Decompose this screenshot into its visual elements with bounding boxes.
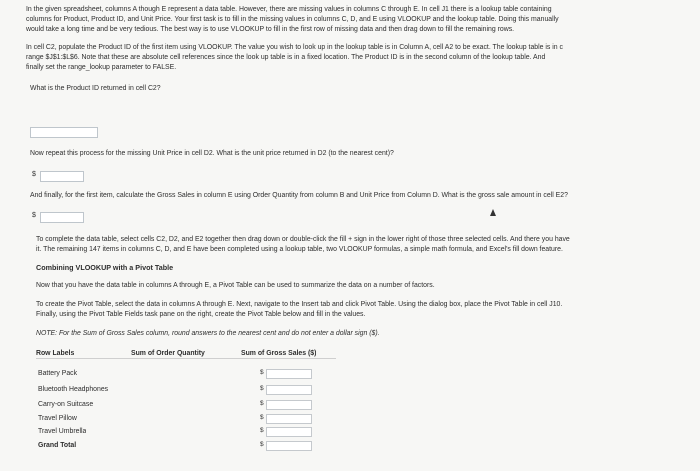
dollar-prefix: $ [260, 427, 264, 434]
answer-d2-input[interactable] [40, 171, 84, 182]
pivot-row-label: Carry-on Suitcase [38, 401, 94, 408]
dollar-prefix: $ [32, 212, 36, 219]
section-text: Now that you have the data table in columns A through E, a Pivot Table can be used to summarize the data on a number of factors. [36, 282, 435, 289]
gross-sales-total-input[interactable] [266, 441, 312, 451]
question-c2-label: What is the Product ID returned in cell C2? [30, 85, 161, 92]
pivot-row-label: Bluetooth Headphones [38, 386, 109, 393]
pivot-instruction: To create the Pivot Table, select the data in columns A through E. Next, navigate to the Insert tab and click Pivot Table. Using the dialog box, place the Pivot Table in cell J10. [36, 301, 563, 308]
section-heading: Combining VLOOKUP with a Pivot Table [36, 263, 174, 272]
gross-sales-input[interactable] [266, 427, 312, 437]
instruction-line: finally set the range_lookup parameter to FALSE. [26, 64, 177, 71]
question-e2-label: And finally, for the first item, calculate the Gross Sales in column E using Order Quantity from column B and Unit Price from Column D. What is the gross sale amount in cell E2? [30, 192, 568, 199]
instruction-line: In cell C2, populate the Product ID of the first item using VLOOKUP. The value you wish to look up in the lookup table is in Column A, cell A2 to be exact. The lookup table is in c [26, 44, 564, 51]
answer-e2-input[interactable] [40, 212, 84, 223]
gross-sales-input[interactable] [266, 369, 312, 379]
dollar-prefix: $ [260, 441, 264, 448]
gross-sales-input[interactable] [266, 400, 312, 410]
dollar-prefix: $ [260, 414, 264, 421]
pivot-row-label: Travel Umbrella [38, 428, 87, 435]
gross-sales-input[interactable] [266, 414, 312, 424]
pivot-row-label: Travel Pillow [38, 415, 77, 422]
pivot-row-label: Battery Pack [38, 370, 78, 377]
intro-line: columns for Product, Product ID, and Unit Price. Your first task is to fill in the missing values in columns C, D, and E using VLOOKUP and the lookup table. Doing this manually [26, 16, 559, 23]
intro-line: In the given spreadsheet, columns A though E represent a data table. However, there are missing values in columns C through E. In cell J1 there is a lookup table containing [26, 6, 552, 13]
pivot-header-gross-sales: Sum of Gross Sales ($) [241, 350, 317, 357]
pivot-header-divider [36, 358, 336, 359]
gross-sales-input[interactable] [266, 385, 312, 395]
mouse-pointer-icon [490, 209, 496, 216]
fill-down-instruction: it. The remaining 147 items in columns C, D, and E have been completed using a lookup table, two VLOOKUP formulas, a simple math formula, and Excel's fill down feature. [36, 246, 563, 253]
question-d2-label: Now repeat this process for the missing Unit Price in cell D2. What is the unit price returned in D2 (to the nearest cent)? [30, 150, 394, 157]
answer-c2-input[interactable] [30, 127, 98, 138]
dollar-prefix: $ [260, 385, 264, 392]
dollar-prefix: $ [260, 400, 264, 407]
pivot-row-label-total: Grand Total [38, 442, 77, 449]
fill-down-instruction: To complete the data table, select cells C2, D2, and E2 together then drag down or double-click the fill + sign in the lower right of those three selected cells. And there you have [36, 236, 570, 243]
instruction-line: range $J$1:$L$6. Note that these are absolute cell references since the look up table is in a fixed location. The Product ID is in the second column of the lookup table. And [26, 54, 546, 61]
rounding-note: NOTE: For the Sum of Gross Sales column, round answers to the nearest cent and do not enter a dollar sign ($). [36, 330, 380, 337]
pivot-header-order-quantity: Sum of Order Quantity [131, 350, 205, 357]
intro-line: would take a long time and be very tedious. The best way is to use VLOOKUP to fill in the first row of missing data and then drag down to fill the remaining rows. [26, 26, 515, 33]
dollar-prefix: $ [260, 369, 264, 376]
dollar-prefix: $ [32, 171, 36, 178]
pivot-header-row-labels: Row Labels [36, 350, 75, 357]
pivot-instruction: Finally, using the Pivot Table Fields task pane on the right, create the Pivot Table below and fill in the values. [36, 311, 366, 318]
